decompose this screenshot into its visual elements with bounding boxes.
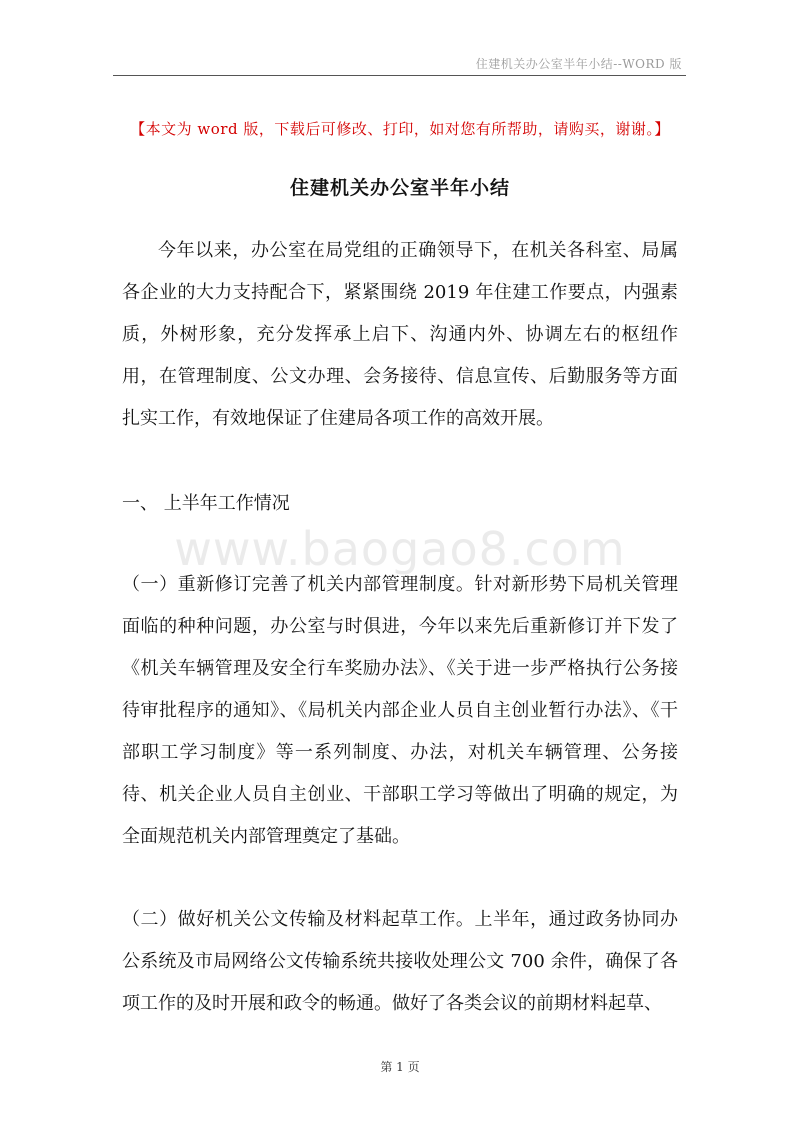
purchase-notice: 【本文为 word 版，下载后可修改、打印，如对您有所帮助，请购买，谢谢。】: [130, 120, 670, 138]
page-number: 第 1 页: [380, 1060, 420, 1074]
header-divider: [113, 75, 686, 76]
section-heading: 一、 上半年工作情况: [122, 493, 290, 514]
paragraph-item-1: （一）重新修订完善了机关内部管理制度。针对新形势下局机关管理面临的种种问题，办公室与时俱进，今年以来先后重新修订并下发了《机关车辆管理及安全行车奖励办法》、《关于进一步严格执行公务接待审批程序的通知》、《局机关内部企业人员自主创业暂行办法》、《干部职工学习制度》等一系列制度、办法，对机关车辆管理、公务接待、机关企业人员自主创业、干部职工学习等做出了明确的规定，为全面规范机关内部管理奠定了基础。: [122, 574, 678, 847]
paragraph-intro: 今年以来，办公室在局党组的正确领导下，在机关各科室、局属各企业的大力支持配合下，紧紧围绕 2019 年住建工作要点，内强素质，外树形象，充分发挥承上启下、沟通内外、协调左右的枢纽作用，在管理制度、公文办理、会务接待、信息宣传、后勤服务等方面扎实工作，有效地保证了住建局各项工作的高效开展。: [122, 240, 678, 429]
watermark-text: www.baogao8.com: [174, 522, 626, 576]
document-title: 住建机关办公室半年小结: [289, 177, 510, 199]
paragraph-item-2: （二）做好机关公文传输及材料起草工作。上半年，通过政务协同办公系统及市局网络公文传输系统共接收处理公文 700 余件，确保了各项工作的及时开展和政令的畅通。做好了各类会议的前期材料起草、: [122, 909, 678, 1014]
page-header-title: 住建机关办公室半年小结--WORD 版: [475, 57, 682, 71]
